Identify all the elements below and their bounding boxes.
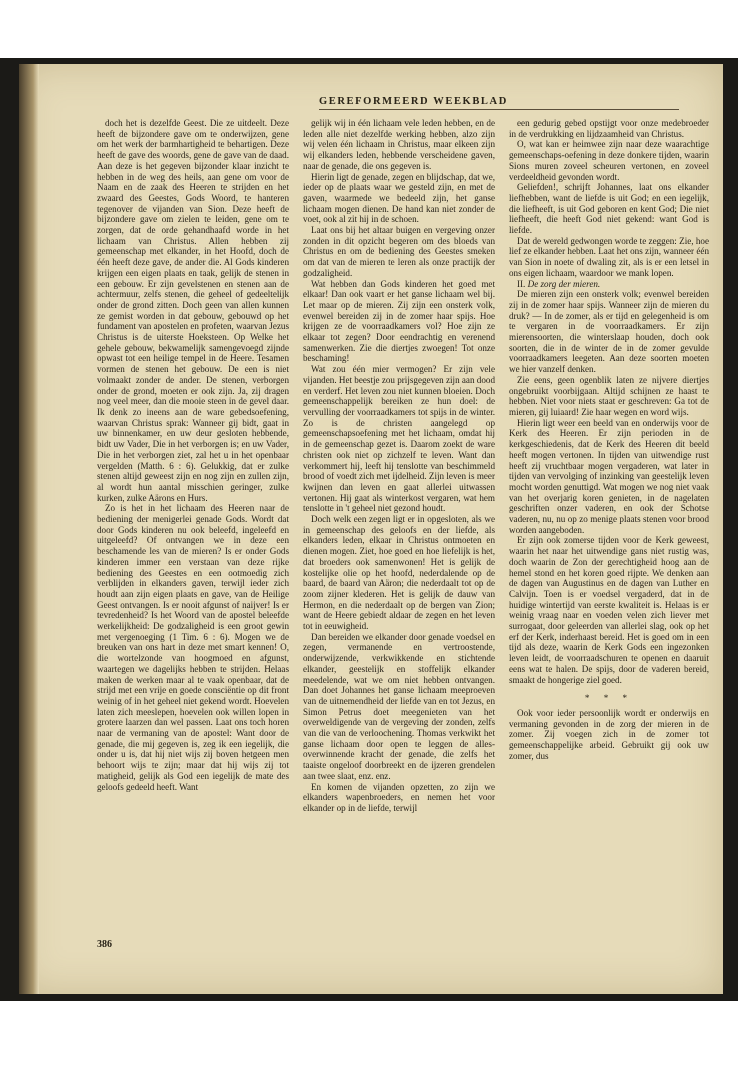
paragraph: De mieren zijn een onsterk volk; evenwel bereiden zij in de zomer haar spijs. Wanneer zijn de mieren du druk? — In de zomer, als er tijd en gelegenheid is om te vergaren in de voorraadkamers. Er zijn mierensoorten, die winterslaap houden, doch ook soorten, die in de winter de in de zomer gevulde voorraadkamers leegeten. Aan deze soorten moeten we hier vanzelf denken. [509,289,709,375]
paragraph: Geliefden!, schrijft Johannes, laat ons elkander liefhebben, want de liefde is uit God; en een iegelijk, die liefheeft, is uit God geboren en kent God; Die niet liefheeft, die heeft God niet gekend: want God is liefde. [509,182,709,236]
paragraph: Hierin ligt de genade, zegen en blijdschap, dat we, ieder op de plaats waar we gesteld zijn, en met de gaven, waarmede we bedeeld zijn, het ganse lichaam mogen dienen. De hand kan niet zonder de voet, ook al zit hij in de schoen. [303,171,495,225]
paragraph: een gedurig gebed opstijgt voor onze medebroeder in de verdrukking en lijdzaamheid van Christus. [509,118,709,139]
paragraph: Wat hebben dan Gods kinderen het goed met elkaar! Dan ook vaart er het ganse lichaam wel bij. Let maar op de mieren. Zij zijn een onsterk volk, evenwel bereiden zij in de zomer haar spijs. Hoe krijgen ze de voorraadkamers vol? Hoe zijn ze elkaar tot zegen? Door eendrachtig en verenend samenwerken. Zie die diertjes zwoegen! Tot onze beschaming! [303,278,495,364]
column-left [97,118,289,938]
section-title: De zorg der mieren. [527,278,601,289]
column-middle [303,118,495,938]
page-number: 386 [97,939,112,950]
page-binding [19,64,39,994]
column-right [509,118,709,938]
paragraph: gelijk wij in één lichaam vele leden hebben, en de leden alle niet dezelfde werking hebben, alzo zijn wij velen één lichaam in Christus, maar elkeen zijn wij elkanders leden, hebbende verscheidene gaven, naar de genade, die ons gegeven is. [303,118,495,171]
paragraph: Er zijn ook zomerse tijden voor de Kerk geweest, waarin het naar het uitwendige gans niet rustig was, doch waarin de Zon der gerechtigheid hoog aan de hemel stond en het koren goed rijpte. We denken aan de dagen van Augustinus en de dagen van Luther en Calvijn. Toen is er voedsel vergaderd, dat in de huidige wintertijd van eerste kwaliteit is. Helaas is er weinig vraag naar en voeden velen zich liever met surrogaat, door geleerden van allerlei slag, ook op het erf der Kerk, inderhaast bereid. Het is goed om in een tijd als deze, waarin de Kerk Gods een ingezonken leven leidt, de voorraadschuren te openen en daaruit eens wat te halen. De spijs, door de vaderen bereid, smaakt de hongerige ziel goed. [509,535,709,685]
section-divider: * * * [584,693,634,704]
paragraph: Doch welk een zegen ligt er in opgesloten, als we in gemeenschap des geloofs en der liefde, als elkanders leden, elkaar in Christus ontmoeten en dienen mogen. Ziet, hoe goed en hoe liefelijk is het, dat broeders ook samenwonen! Het is gelijk de kostelijke olie op het hoofd, nederdalende op de baard, de baard van Aäron; die nederdaalt tot op de zoom zijner klederen. Het is gelijk de dauw van Hermon, en die nederdaalt op de bergen van Zion; want de Heere gebiedt aldaar de zegen en het leven tot in eeuwigheid. [303,514,495,632]
paragraph: doch het is dezelfde Geest. Die ze uitdeelt. Deze heeft de bijzondere gave om te onderwijzen, gene om het werk der barmhartigheid te behartigen. Deze heeft de gave des woords, gene de gave van de daad. Aan deze is het gegeven bijzonder klaar inzicht te hebben in de weg des heils, aan gene om voor de Naam en de zaak des Heeren te strijden en het zwaard des Geestes, Gods Woord, te hanteren tegenover de vijanden van Sion. Deze heeft de bijzondere gave om zielen te leiden, gene om te zorgen, dat de orde gehandhaafd worde in het lichaam van Christus. Allen hebben zij gemeenschap met elkander, in het Hoofd, doch de één heeft deze gave, de ander die. Al Gods kinderen krijgen een eigen plaats en taak, gelijk de stenen in een gebouw. Er zijn gevelstenen en stenen aan de achtermuur, zelfs stenen, die geheel of gedeeltelijk onder de grond zitten. Doch geen van allen kunnen ze gemist worden in dat gebouw, gebouwd op het fundament van apostelen en profeten, waarvan Jezus Christus is de uiterste Hoeksteen. Op Welke het gehele gebouw, bekwamelijk samengevoegd zijnde opwast tot een heilige tempel in de Heere. Tesamen vormen de stenen het gebouw. De een is niet volmaakt zonder de ander. De stenen, verborgen onder de grond, moeten er ook zijn. Ja, zij dragen nog veel meer, dan die mooie steen in de gevel daar. Ik denk zo ineens aan de ware gebedsoefening, waarvan Christus sprak: Wanneer gij bidt, gaat in uw binnenkamer, en uw deur gesloten hebbende, bidt uw Vader, Die in het verborgen is; en uw Vader, Die in het verborgen ziet, zal het u in het openbaar vergelden (Matth. 6 : 6). Gelukkig, dat er zulke stenen altijd geweest zijn en nog zijn en zullen zijn, al wordt hun aantal misschien geringer, zulke kurken, zulke Aärons en Hurs. [97,118,289,503]
magazine-page [19,64,723,994]
section-number: II. [517,278,526,289]
paragraph: Laat ons bij het altaar buigen en vergeving onzer zonden in dit opzicht begeren om des bloeds van Christus en om de bediening des Geestes smeken om dat van de mieren te leren als onze practijk der godzaligheid. [303,225,495,278]
paragraph: Dan bereiden we elkander door genade voedsel en zegen, vermanende en vertroostende, onderwijzende, verkwikkende en stichtende elkander, geestelijk en stoffelijk elkander meedelende, wat we om niet hebben ontvangen. Dan doet Johannes het ganse lichaam meeproeven van de uitnemendheid der liefde van en tot Jezus, en Simon Petrus doet meegenieten van het overweldigende van de vergeving der zonden, zelfs van die van de verloochening. Thomas verkwikt het ganse lichaam door open te leggen de alles-overwinnende kracht der genade, die zelfs het taaiste ongeloof doorbreekt en de ijzeren grendelen aan twee slaat, enz. enz. [303,631,495,781]
section-heading [509,279,709,290]
paragraph: Zie eens, geen ogenblik laten ze nijvere diertjes ongebruikt voorbijgaan. Altijd schijnen ze haast te hebben. Niet voor niets staat er geschreven: Ga tot de mieren, gij luiaard! Zie haar wegen en word wijs. [509,374,709,417]
paragraph: Zo is het in het lichaam des Heeren naar de bediening der menigerlei genade Gods. Wordt dat door Gods kinderen nu ook beleefd, ingeleefd en uitgeleefd? Of ontvangen we in deze een beschamende les van de mieren? Is er onder Gods kinderen immer een verstaan van deze rijke bediening des Geestes en een ootmoedig zich verblijden in elkanders gaven, terwijl ieder zich houdt aan zijn eigen plaats en gave, van de Heilige Geest ontvangen. Is er nooit afgunst of naijver! Is er tevredenheid? Is het Woord van de apostel beleefde werkelijkheid: De godzaligheid is een groot gewin met vergenoeging (1 Tim. 6 : 6). Mogen we de breuken van ons hart in deze met smart kennen! O, die wortelzonde van hoogmoed en afgunst, waartegen we dagelijks hebben te strijden. Helaas maken de werken maar al te vaak openbaar, dat de strijd met een vrije en goede consciëntie op dit front weinig of in het geheel niet gekend wordt. Hoevelen laten zich meeslepen, hoevelen ook willen lopen in grotere laarzen dan wel passen. Laat ons toch horen naar de vermaning van de apostel: Want door de genade, die mij gegeven is, zeg ik een iegelijk, die onder u is, dat hij niet wijs zij boven hetgeen men behoort wijs te zijn; maar dat hij wijs zij tot matigheid, gelijk als God een iegelijk de mate des geloofs gedeeld heeft. Want [97,503,289,792]
paragraph: En komen de vijanden opzetten, zo zijn we elkanders wapenbroeders, en nemen het voor elkander op in de liefde, terwijl [303,781,495,813]
paragraph: Wat zou één mier vermogen? Er zijn vele vijanden. Het beestje zou prijsgegeven zijn aan dood en verderf. Het leven zou niet kunnen bloeien. Doch gemeenschappelijk bereiken ze hun doel: de vervulling der voorraadkamers tot spijs in de winter. Zo is de christen aangelegd op gemeenschapsoefening met het lichaam, omdat hij in de gemeenschap gezet is. Daarom zoekt de ware christen ook niet op zichzelf te leven. Want dan verkommert hij, leeft hij tenslotte van beschimmeld brood of voedt zich met ijdelheid. Zijn leven is meer kwijnen dan leven en gaat allerlei uitwassen vertonen. Hij gaat als winterkost vergaren, wat hem tenslotte in 't geheel niet gezond houdt. [303,364,495,514]
paragraph: Hierin ligt weer een beeld van en onderwijs voor de Kerk des Heeren. Er zijn perioden in de kerkgeschiedenis, dat de Kerk des Heeren dit beeld heeft mogen vertonen. In tijden van uitwendige rust heeft zij vruchtbaar mogen vergaderen, wat later in tijden van vervolging of inzinking van geestelijk leven mocht worden genuttigd. Wat mogen we nog niet vaak van het overjarig koren genieten, in de nagelaten geschriften onzer vaderen, en ook der Schotse vaderen, nu, nu op zo menige plaats stenen voor brood worden aangeboden. [509,417,709,535]
paragraph: Ook voor ieder persoonlijk wordt er onderwijs en vermaning gevonden in de zorg der mieren in de zomer. Zij voegen zich in de zomer tot gemeenschappelijke arbeid. Gebruikt gij ook uw zomer, dus [509,707,709,761]
paragraph: Dat de wereld gedwongen worde te zeggen: Zie, hoe lief ze elkander hebben. Laat het ons zijn, wanneer één van Sion in noete of dwaling zit, als is er een letsel in ons eigen lichaam, waardoor we mank lopen. [509,235,709,278]
running-header: GEREFORMEERD WEEKBLAD [319,96,679,110]
paragraph: O, wat kan er heimwee zijn naar deze waarachtige gemeenschaps-oefening in deze donkere tijden, waarin Sions muren zoveel scheuren vertonen, en zoveel verdeeldheid gevonden wordt. [509,139,709,182]
